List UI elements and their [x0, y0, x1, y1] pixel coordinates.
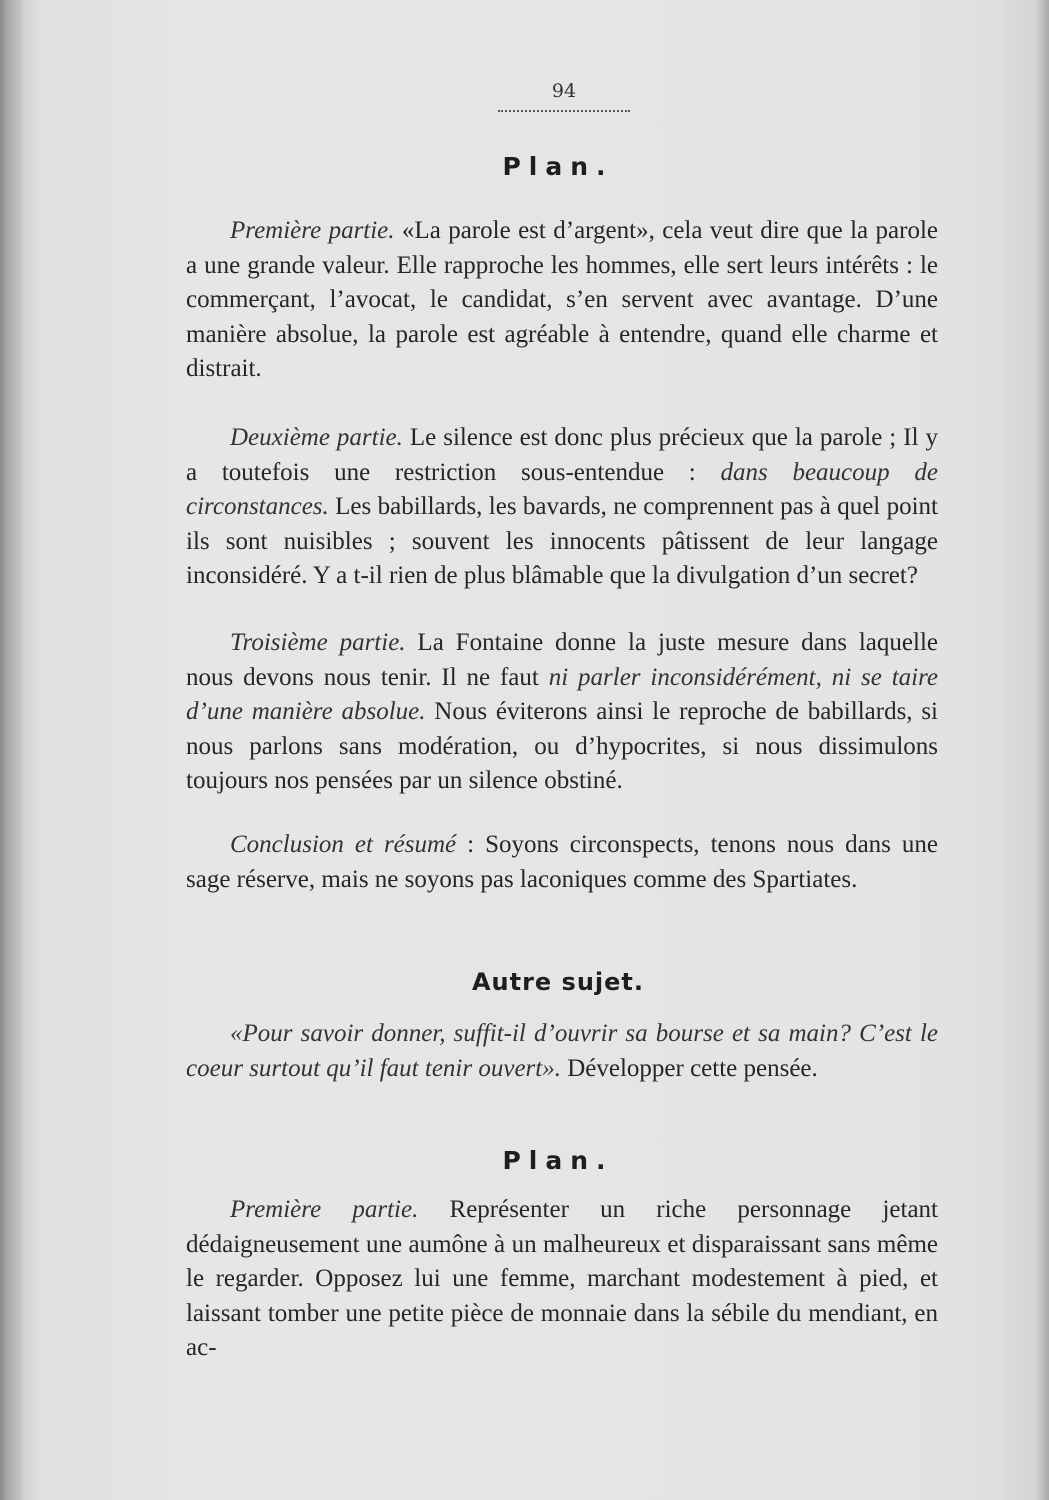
paragraph-text: Nous éviterons ainsi le reproche de babillards, si nous parlons sans modération, ou d’hypocrites, si nous dissimulons toujours nos pensées par un silence obstiné.: [186, 698, 939, 794]
paragraph-label: Troisième partie.: [230, 629, 406, 656]
paragraph-premiere-partie: [186, 214, 938, 387]
paragraph-text: La Fontaine donne la juste mesure dans laquelle nous devons nous tenir. Il ne faut: [186, 629, 938, 691]
paragraph-sujet-quote: [186, 1017, 938, 1086]
paragraph-label: Première partie.: [230, 217, 395, 244]
paragraph-text: «La parole est d’argent», cela veut dire que la parole a une grande valeur. Elle rapproche les hommes, elle sert leurs intérêts : le commerçant, l’avocat, le candidat, s’en servent avec avantage. D’une manière absolue, la parole est agréable à entendre, quand elle charme et distrait.: [186, 217, 938, 382]
plan-heading: Plan.: [502, 152, 614, 181]
paragraph-troisieme-partie: [186, 626, 938, 799]
quote-text: «Pour savoir donner, suffit-il d’ouvrir sa bourse et sa main? C’est le coeur surtout qu’il faut tenir ouvert».: [186, 1020, 938, 1082]
paragraph-text: Les babillards, les bavards, ne comprennent pas à quel point ils sont nuisibles ; souvent les innocents pâtissent de leur langage inconsidéré. Y a t-il rien de plus blâmable que la divulgation d’un secret?: [186, 493, 938, 589]
paragraph-conclusion: [186, 828, 938, 897]
page-edge-shadow: [1035, 0, 1049, 1500]
paragraph-italic-phrase: dans beaucoup de circonstances.: [186, 458, 938, 520]
paragraph-label: Première partie.: [230, 1196, 419, 1223]
autre-sujet-heading: Autre sujet.: [471, 968, 645, 996]
paragraph-premiere-partie-2: [186, 1193, 938, 1366]
paragraph-italic-phrase: ni parler inconsidérément, ni se taire d’une manière absolue.: [186, 663, 938, 725]
paragraph-deuxieme-partie: [186, 421, 938, 594]
paragraph-label: Deuxième partie.: [230, 424, 403, 451]
paragraph-text: : Soyons circonspects, tenons nous dans une sage réserve, mais ne soyons pas laconiques comme des Spartiates.: [186, 831, 939, 893]
paragraph-text: Le silence est donc plus précieux que la parole ; Il y a toutefois une restriction sous-entendue :: [186, 424, 939, 486]
paragraph-label: Conclusion et résumé: [230, 831, 457, 858]
page-number: 94: [551, 80, 577, 102]
page-number-rule: [498, 110, 630, 112]
page-spine-shadow: [0, 0, 22, 1500]
paragraph-text: Développer cette pensée.: [560, 1054, 818, 1082]
plan-heading-2: Plan.: [502, 1146, 614, 1175]
paragraph-text: Représenter un riche personnage jetant dédaigneusement une aumône à un malheureux et disparaissant sans même le regarder. Opposez lui une femme, marchant modestement à pied, et laissant tomber une petite pièce de monnaie dans la sébile du mendiant, en ac-: [186, 1196, 938, 1361]
